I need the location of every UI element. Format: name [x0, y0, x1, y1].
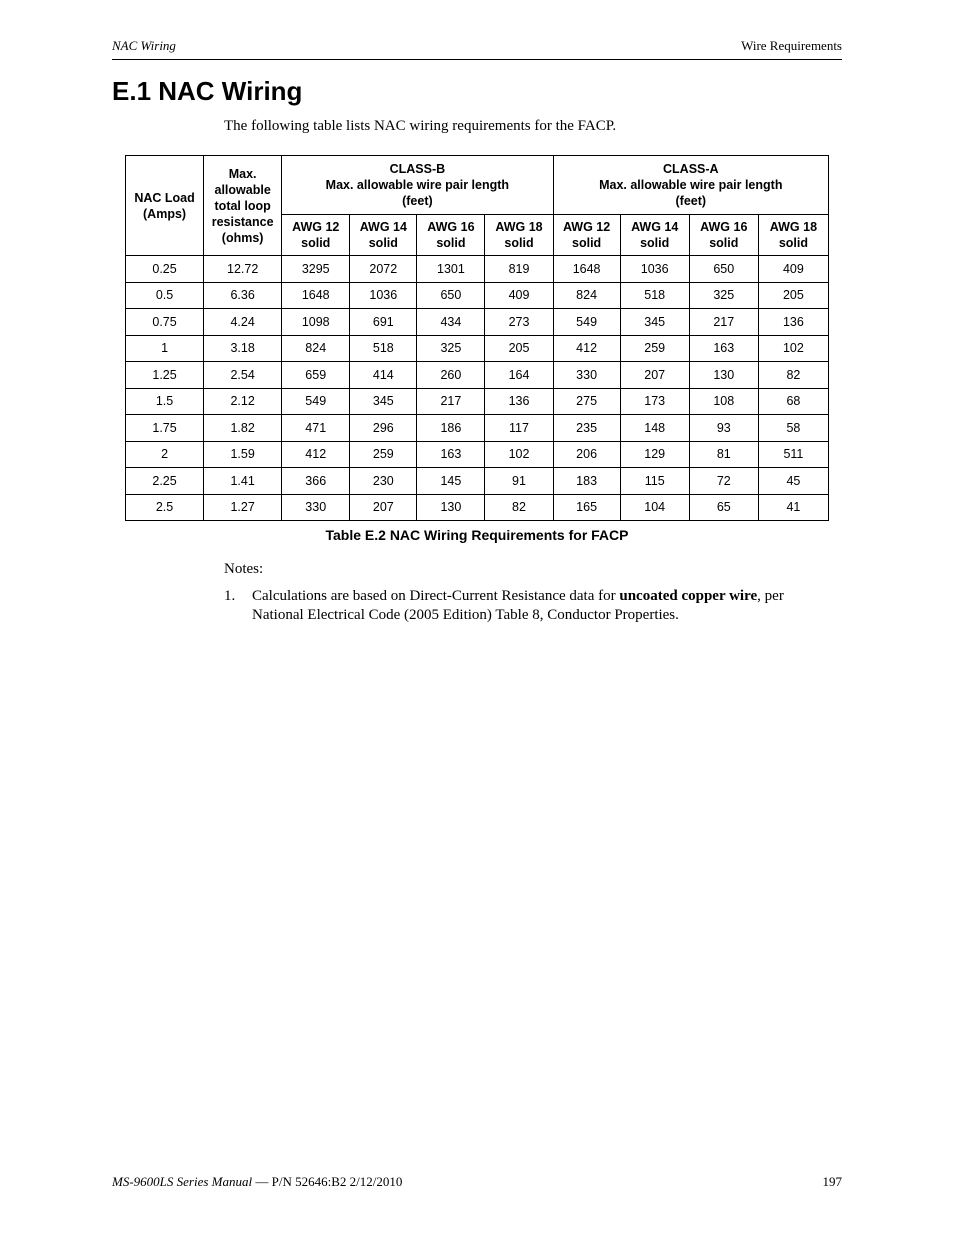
page-number: 197	[822, 1174, 842, 1189]
header-text: solid	[301, 236, 331, 250]
header-text: solid	[436, 236, 466, 250]
table-cell: 2	[126, 441, 204, 468]
table-cell: 824	[282, 335, 350, 362]
table-cell: 136	[485, 388, 553, 415]
table-row	[126, 494, 829, 521]
table-cell: 1.5	[126, 388, 204, 415]
table-cell: 136	[758, 309, 828, 336]
table-cell: 650	[417, 282, 485, 309]
table-row	[126, 388, 829, 415]
table-row	[126, 362, 829, 389]
table-cell: 82	[485, 494, 553, 521]
table-cell: 6.36	[204, 282, 282, 309]
table-cell: 104	[620, 494, 689, 521]
header-text: Max. allowable wire pair length	[325, 178, 510, 192]
table-row	[126, 468, 829, 495]
table-cell: 511	[758, 441, 828, 468]
header-class-b	[282, 156, 553, 215]
header-text: AWG 16	[427, 220, 475, 234]
header-text: solid	[572, 236, 602, 250]
table-cell: 230	[350, 468, 417, 495]
table-cell: 145	[417, 468, 485, 495]
table-cell: 235	[553, 415, 620, 442]
table-cell: 1.59	[204, 441, 282, 468]
table-cell: 164	[485, 362, 553, 389]
table-cell: 1.75	[126, 415, 204, 442]
table-cell: 1.27	[204, 494, 282, 521]
table-cell: 130	[689, 362, 758, 389]
footer-manual-name: MS-9600LS Series Manual	[112, 1174, 253, 1189]
table-cell: 3.18	[204, 335, 282, 362]
table-cell: 409	[758, 256, 828, 283]
header-text: solid	[778, 236, 808, 250]
table-cell: 165	[553, 494, 620, 521]
table-cell: 345	[620, 309, 689, 336]
note-text-part: , per National Electrical Code (2005 Edition) Table 8, Conductor Properties.	[252, 588, 784, 623]
table-cell: 108	[689, 388, 758, 415]
table-cell: 412	[553, 335, 620, 362]
header-text: AWG 14	[631, 220, 679, 234]
table-cell: 1036	[620, 256, 689, 283]
table-cell: 259	[620, 335, 689, 362]
header-text: Max. allowable wire pair length	[599, 178, 783, 192]
header-text: (ohms)	[221, 230, 264, 245]
header-text: solid	[640, 236, 670, 250]
header-awg	[350, 215, 417, 256]
table-cell: 819	[485, 256, 553, 283]
table-cell: 217	[417, 388, 485, 415]
table-cell: 1648	[282, 282, 350, 309]
table-cell: 81	[689, 441, 758, 468]
table-cell: 207	[350, 494, 417, 521]
note-text-part: Calculations are based on Direct-Current Resistance data for	[252, 588, 620, 604]
table-cell: 1098	[282, 309, 350, 336]
header-text: allowable	[214, 182, 271, 197]
header-awg	[758, 215, 828, 256]
table-cell: 330	[553, 362, 620, 389]
table-cell: 412	[282, 441, 350, 468]
table-cell: 129	[620, 441, 689, 468]
table-cell: 93	[689, 415, 758, 442]
table-cell: 3295	[282, 256, 350, 283]
table-cell: 549	[553, 309, 620, 336]
table-cell: 206	[553, 441, 620, 468]
table-cell: 296	[350, 415, 417, 442]
table-cell: 186	[417, 415, 485, 442]
header-text: (feet)	[675, 194, 707, 208]
header-awg	[689, 215, 758, 256]
table-cell: 1.41	[204, 468, 282, 495]
table-cell: 91	[485, 468, 553, 495]
table-cell: 275	[553, 388, 620, 415]
note-emphasis: uncoated copper wire	[619, 588, 758, 604]
table-cell: 207	[620, 362, 689, 389]
table-cell: 325	[417, 335, 485, 362]
section-title: E.1 NAC Wiring	[112, 76, 303, 106]
table-cell: 1036	[350, 282, 417, 309]
table-cell: 148	[620, 415, 689, 442]
header-text: AWG 18	[495, 220, 543, 234]
table-cell: 273	[485, 309, 553, 336]
table-cell: 1.82	[204, 415, 282, 442]
header-text: (Amps)	[143, 206, 187, 221]
footer-manual-info	[112, 1174, 402, 1190]
table-cell: 691	[350, 309, 417, 336]
table-cell: 434	[417, 309, 485, 336]
header-text: solid	[504, 236, 534, 250]
header-awg	[553, 215, 620, 256]
header-text: Max.	[228, 166, 257, 181]
table-cell: 2.12	[204, 388, 282, 415]
table-cell: 1	[126, 335, 204, 362]
table-cell: 2.25	[126, 468, 204, 495]
running-header-section: NAC Wiring	[112, 38, 176, 53]
table-row	[126, 335, 829, 362]
note-text	[252, 587, 832, 625]
intro-paragraph: The following table lists NAC wiring requirements for the FACP.	[224, 118, 617, 134]
header-awg	[620, 215, 689, 256]
header-nac-load	[126, 156, 204, 256]
table-cell: 549	[282, 388, 350, 415]
notes-label: Notes:	[224, 561, 264, 577]
header-text: solid	[709, 236, 739, 250]
header-class-a	[553, 156, 828, 215]
table-cell: 659	[282, 362, 350, 389]
header-text: solid	[368, 236, 398, 250]
table-row	[126, 415, 829, 442]
table-cell: 2.5	[126, 494, 204, 521]
header-text: NAC Load	[134, 190, 195, 205]
table-cell: 102	[485, 441, 553, 468]
table-cell: 183	[553, 468, 620, 495]
table-cell: 518	[620, 282, 689, 309]
table-row	[126, 282, 829, 309]
header-text: CLASS-A	[663, 162, 719, 176]
header-awg	[282, 215, 350, 256]
table-cell: 366	[282, 468, 350, 495]
header-text: total loop	[214, 198, 271, 213]
table-cell: 117	[485, 415, 553, 442]
table-cell: 518	[350, 335, 417, 362]
header-text: AWG 12	[562, 220, 611, 234]
table-cell: 58	[758, 415, 828, 442]
table-cell: 163	[689, 335, 758, 362]
table-caption: Table E.2 NAC Wiring Requirements for FACP	[325, 527, 629, 543]
header-text: resistance	[211, 214, 274, 229]
table-cell: 1.25	[126, 362, 204, 389]
header-max-resistance	[204, 156, 282, 256]
table-cell: 1301	[417, 256, 485, 283]
table-cell: 115	[620, 468, 689, 495]
table-cell: 409	[485, 282, 553, 309]
table-cell: 259	[350, 441, 417, 468]
table-cell: 2.54	[204, 362, 282, 389]
table-cell: 205	[758, 282, 828, 309]
running-header-chapter: Wire Requirements	[741, 38, 842, 53]
table-row	[126, 441, 829, 468]
header-rule	[112, 59, 842, 60]
table-cell: 345	[350, 388, 417, 415]
table-cell: 217	[689, 309, 758, 336]
header-text: AWG 16	[700, 220, 748, 234]
table-cell: 72	[689, 468, 758, 495]
header-text: AWG 12	[292, 220, 340, 234]
header-awg	[485, 215, 553, 256]
table-cell: 163	[417, 441, 485, 468]
header-awg	[417, 215, 485, 256]
table-cell: 130	[417, 494, 485, 521]
header-text: AWG 14	[359, 220, 407, 234]
table-cell: 102	[758, 335, 828, 362]
footer-part-number: — P/N 52646:B2 2/12/2010	[252, 1174, 403, 1189]
table-cell: 650	[689, 256, 758, 283]
table-cell: 0.75	[126, 309, 204, 336]
table-cell: 260	[417, 362, 485, 389]
table-cell: 0.5	[126, 282, 204, 309]
table-cell: 471	[282, 415, 350, 442]
table-cell: 1648	[553, 256, 620, 283]
table-cell: 2072	[350, 256, 417, 283]
nac-wiring-table	[125, 155, 829, 521]
table-cell: 330	[282, 494, 350, 521]
table-cell: 82	[758, 362, 828, 389]
table-cell: 173	[620, 388, 689, 415]
table-cell: 0.25	[126, 256, 204, 283]
table-row	[126, 309, 829, 336]
table-cell: 414	[350, 362, 417, 389]
table-row	[126, 256, 829, 283]
table-cell: 325	[689, 282, 758, 309]
header-text: AWG 18	[769, 220, 818, 234]
header-text: (feet)	[402, 194, 433, 208]
table-cell: 45	[758, 468, 828, 495]
table-cell: 824	[553, 282, 620, 309]
header-text: CLASS-B	[389, 162, 446, 176]
table-cell: 41	[758, 494, 828, 521]
note-number: 1.	[224, 588, 236, 604]
table-cell: 4.24	[204, 309, 282, 336]
table-cell: 68	[758, 388, 828, 415]
table-cell: 205	[485, 335, 553, 362]
table-cell: 65	[689, 494, 758, 521]
table-cell: 12.72	[204, 256, 282, 283]
